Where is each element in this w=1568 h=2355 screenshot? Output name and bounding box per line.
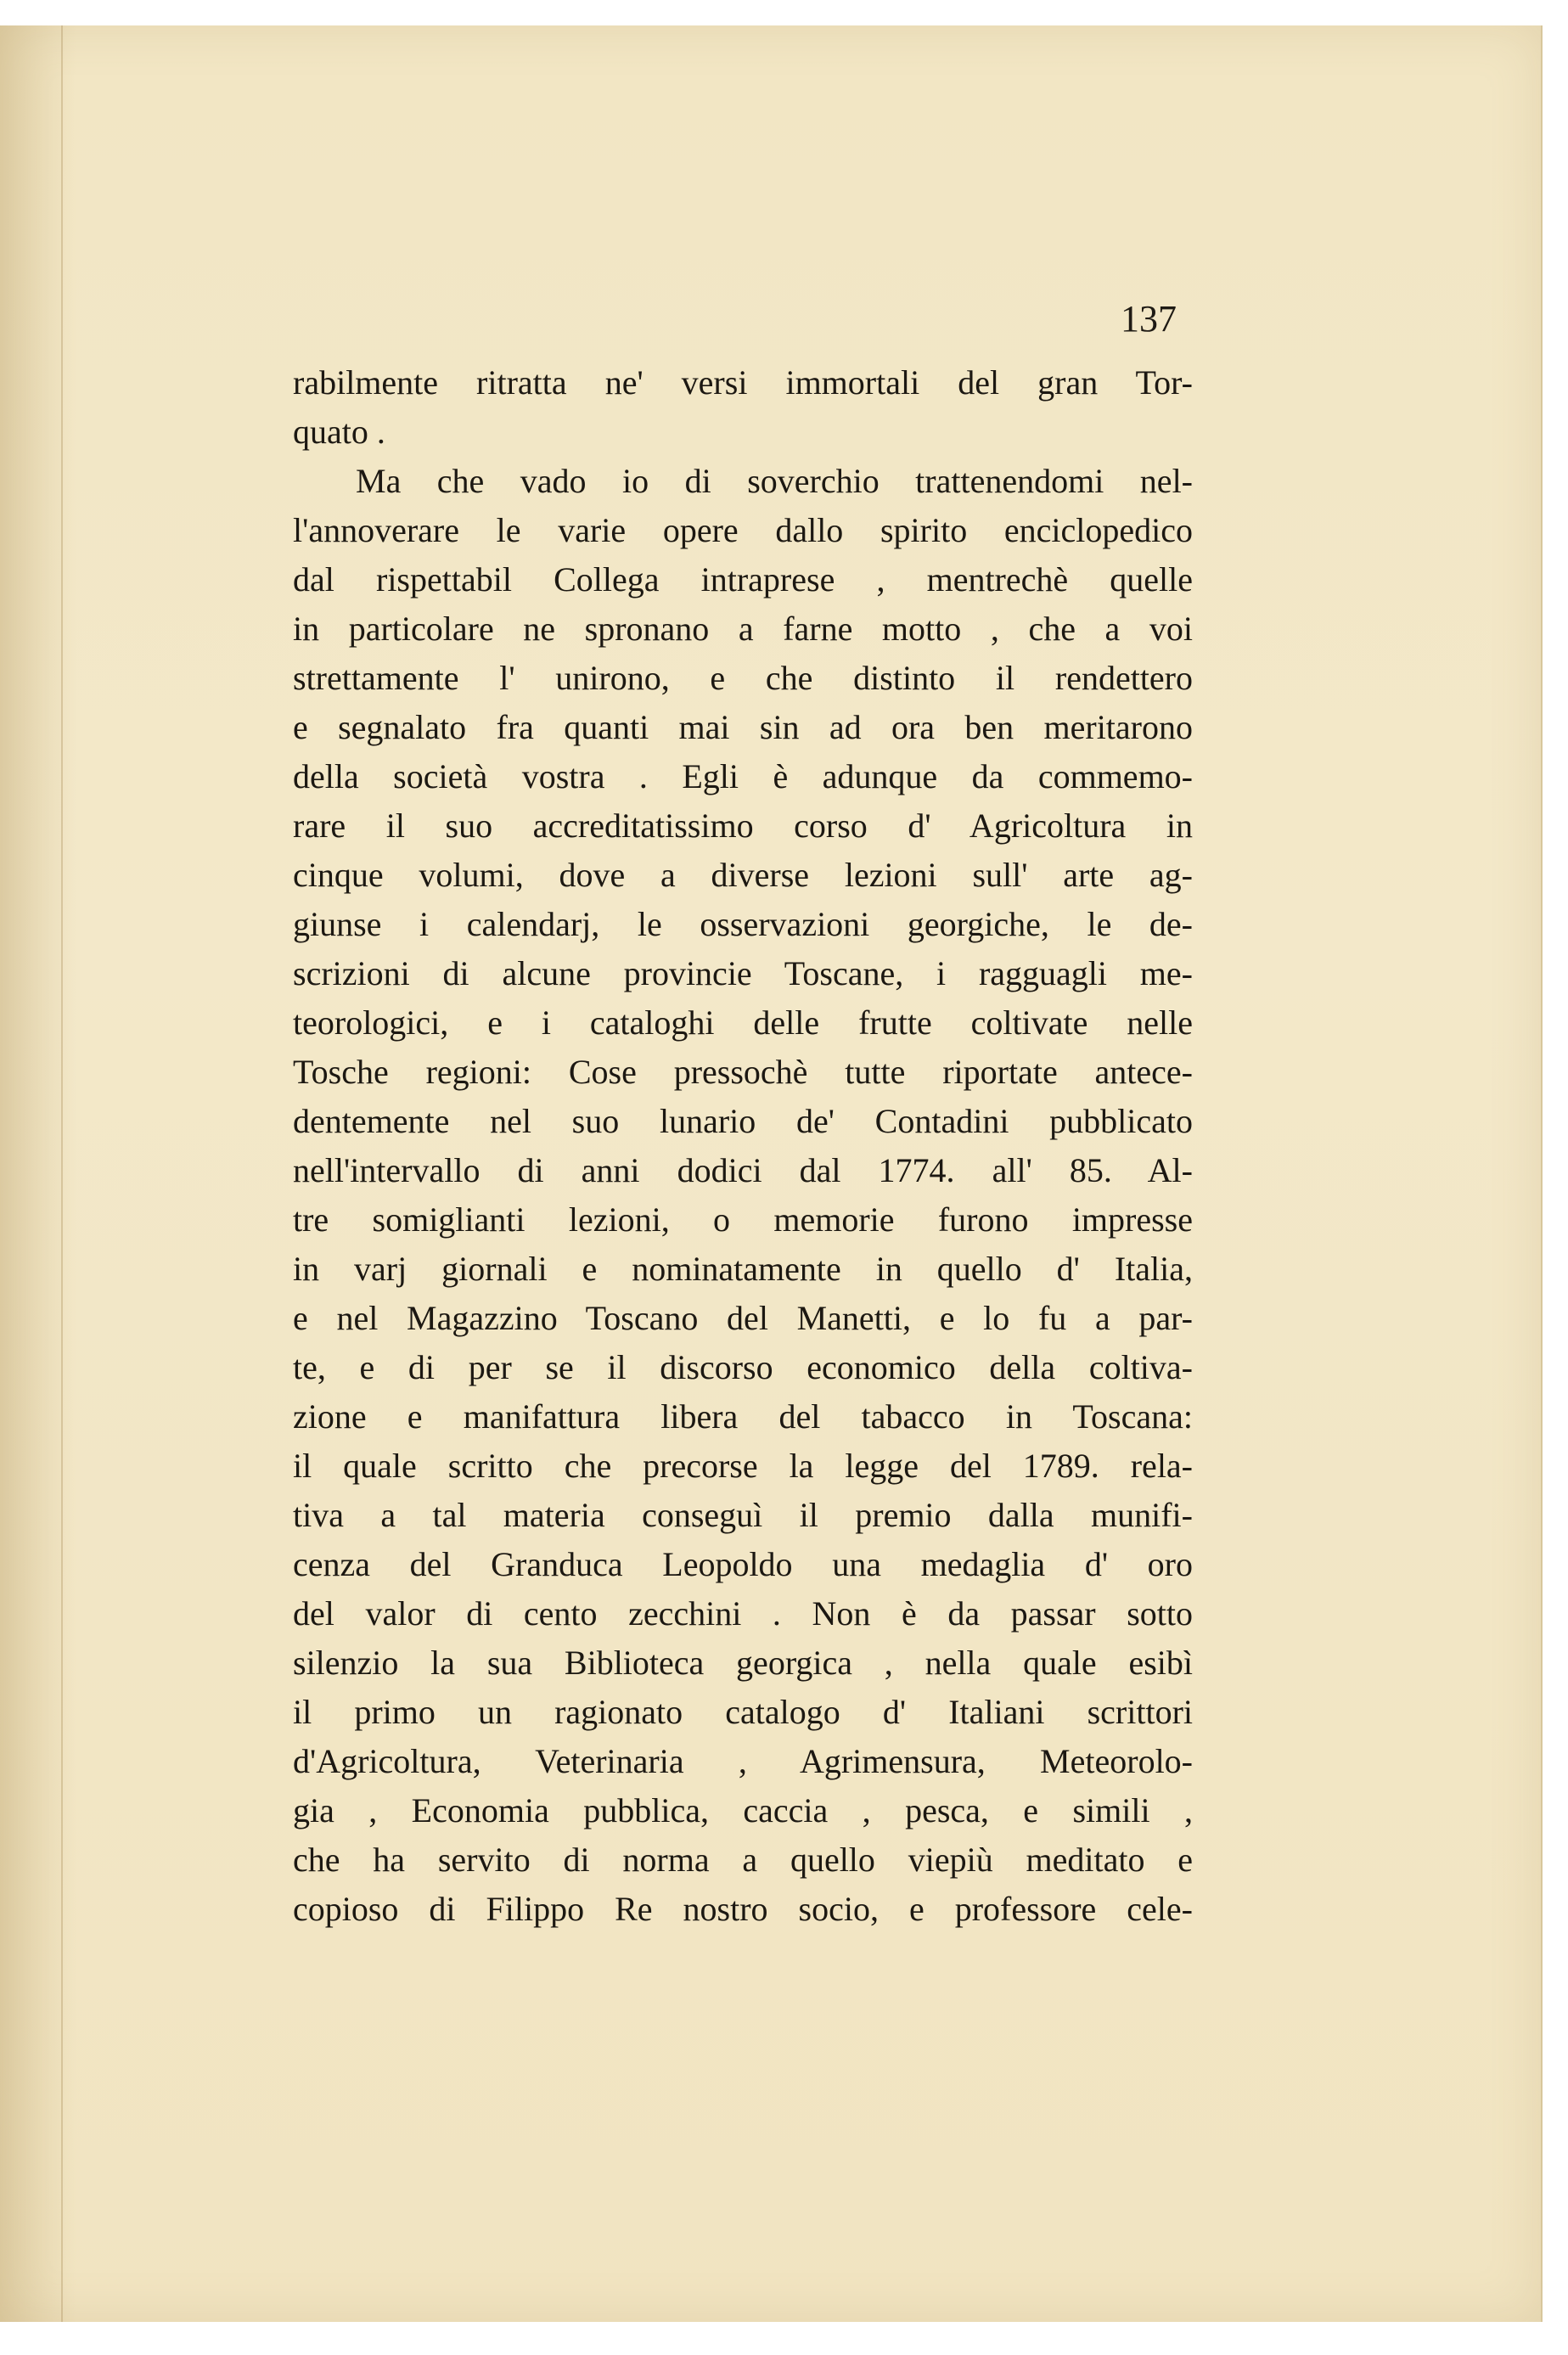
text-line: tiva a tal materia conseguì il premio dalla munifi- xyxy=(293,1496,1193,1534)
text-line: il quale scritto che precorse la legge del 1789. rela- xyxy=(293,1447,1193,1485)
text-line: dentemente nel suo lunario de' Contadini pubblicato xyxy=(293,1102,1193,1140)
text-line: nell'intervallo di anni dodici dal 1774. all' 85. Al- xyxy=(293,1151,1193,1189)
text-line: quato . xyxy=(293,413,385,451)
body-text xyxy=(293,358,1193,1934)
text-line: della società vostra . Egli è adunque da commemo- xyxy=(293,757,1193,795)
text-line: rare il suo accreditatissimo corso d' Agricoltura in xyxy=(293,807,1193,845)
text-line: te, e di per se il discorso economico della coltiva- xyxy=(293,1348,1193,1386)
text-line: del valor di cento zecchini . Non è da passar sotto xyxy=(293,1594,1193,1633)
text-line: gia , Economia pubblica, caccia , pesca, e simili , xyxy=(293,1791,1193,1829)
text-line: e nel Magazzino Toscano del Manetti, e lo fu a par- xyxy=(293,1299,1193,1337)
text-line: Tosche regioni: Cose pressochè tutte riportate antece- xyxy=(293,1053,1193,1091)
text-line: cinque volumi, dove a diverse lezioni sull' arte ag- xyxy=(293,856,1193,894)
text-line: teorologici, e i cataloghi delle frutte coltivate nelle xyxy=(293,1003,1193,1042)
text-line: d'Agricoltura, Veterinaria , Agrimensura, Meteorolo- xyxy=(293,1742,1193,1780)
text-line: il primo un ragionato catalogo d' Italiani scrittori xyxy=(293,1693,1193,1731)
book-page xyxy=(0,25,1543,2322)
text-line: copioso di Filippo Re nostro socio, e professore cele- xyxy=(293,1890,1193,1928)
text-line: l'annoverare le varie opere dallo spirito enciclopedico xyxy=(293,511,1193,549)
text-line: che ha servito di norma a quello viepiù meditato e xyxy=(293,1841,1193,1879)
text-line: tre somiglianti lezioni, o memorie furono impresse xyxy=(293,1200,1193,1239)
text-line: Ma che vado io di soverchio trattenendomi nel- xyxy=(356,462,1193,500)
text-line: in particolare ne spronano a farne motto , che a voi xyxy=(293,610,1193,648)
text-line: cenza del Granduca Leopoldo una medaglia d' oro xyxy=(293,1545,1193,1583)
text-line: giunse i calendarj, le osservazioni georgiche, le de- xyxy=(293,905,1193,943)
text-line: e segnalato fra quanti mai sin ad ora ben meritarono xyxy=(293,708,1193,746)
text-line: strettamente l' unirono, e che distinto il rendettero xyxy=(293,659,1193,697)
text-line: dal rispettabil Collega intraprese , mentrechè quelle xyxy=(293,560,1193,599)
text-line: rabilmente ritratta ne' versi immortali del gran Tor- xyxy=(293,363,1193,402)
text-line: scrizioni di alcune provincie Toscane, i ragguagli me- xyxy=(293,954,1193,992)
page-number: 137 xyxy=(1121,298,1177,340)
page-fold-line xyxy=(61,25,63,2322)
text-line: silenzio la sua Biblioteca georgica , nella quale esibì xyxy=(293,1644,1193,1682)
text-line: zione e manifattura libera del tabacco in Toscana: xyxy=(293,1397,1193,1436)
text-line: in varj giornali e nominatamente in quello d' Italia, xyxy=(293,1250,1193,1288)
